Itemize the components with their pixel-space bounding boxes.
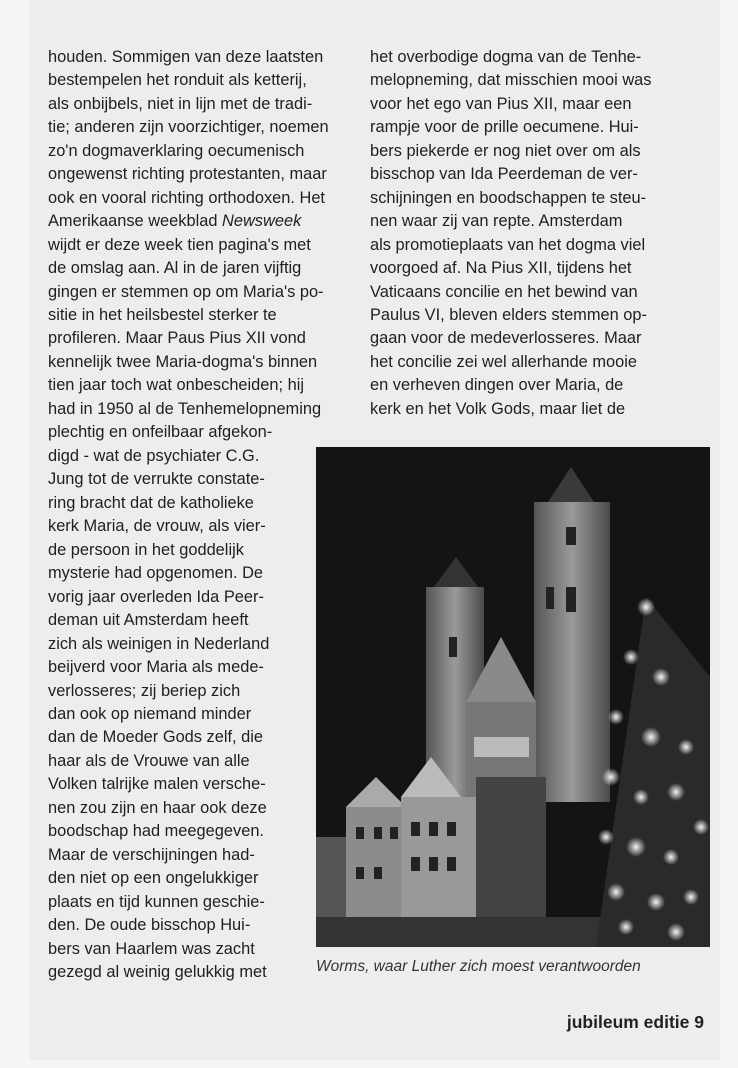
text-line: den niet op een ongelukkiger: [48, 869, 259, 888]
text-line: sitie in het heilsbestel sterker te: [48, 305, 277, 324]
text-line: Volken talrijke malen versche-: [48, 775, 266, 794]
text-line: bers van Haarlem was zacht: [48, 939, 255, 958]
text-line: zo'n dogmaverklaring oecumenisch: [48, 141, 305, 160]
text-line: gaan voor de medeverlosseres. Maar: [370, 329, 642, 348]
text-line: ook en vooral richting orthodoxen. Het: [48, 188, 325, 207]
text-line: rampje voor de prille oecumene. Hui-: [370, 118, 639, 137]
text-line: het overbodige dogma van de Tenhe-: [370, 48, 642, 66]
text-line: als promotieplaats van het dogma viel: [370, 235, 646, 254]
cathedral-night-image: [316, 447, 710, 947]
text-fragment: Amerikaanse weekblad: [48, 212, 223, 231]
text-line: bers piekerde er nog niet over om als: [370, 141, 641, 160]
text-line: melopneming, dat misschien mooi was: [370, 71, 652, 90]
text-line: tien jaar toch wat onbescheiden; hij: [48, 376, 305, 395]
text-line: Vaticaans concilie en het bewind van: [370, 282, 638, 301]
text-line: Jung tot de verrukte constate-: [48, 470, 265, 489]
text-line: voorgoed af. Na Pius XII, tijdens het: [370, 259, 632, 278]
text-line: verlosseres; zij beriep zich: [48, 681, 241, 700]
text-line: vorig jaar overleden Ida Peer-: [48, 587, 264, 606]
text-line: kerk Maria, de vrouw, als vier-: [48, 517, 266, 536]
text-line: gezegd al weinig gelukkig met: [48, 962, 267, 981]
text-line: kennelijk twee Maria-dogma's binnen: [48, 352, 318, 371]
text-line: mysterie had opgenomen. De: [48, 564, 264, 583]
text-line: Maar de verschijningen had-: [48, 845, 255, 864]
text-line: nen waar zij van repte. Amsterdam: [370, 212, 623, 231]
text-line: plechtig en onfeilbaar afgekon-: [48, 423, 273, 442]
left-column-top: [48, 46, 329, 445]
text-line: digd - wat de psychiater C.G.: [48, 447, 260, 465]
text-line: Paulus VI, bleven elders stemmen op-: [370, 305, 647, 324]
text-line: ongewenst richting protestanten, maar: [48, 165, 327, 184]
text-line: had in 1950 al de Tenhemelopneming: [48, 399, 322, 418]
text-line: bisschop van Ida Peerdeman de ver-: [370, 165, 638, 184]
page-folio: jubileum editie 9: [566, 1012, 704, 1032]
text-line: de persoon in het goddelijk: [48, 540, 244, 559]
text-line: nen zou zijn en haar ook deze: [48, 798, 267, 817]
text-line: dan de Moeder Gods zelf, die: [48, 728, 264, 747]
text-line: plaats en tijd kunnen geschie-: [48, 892, 265, 911]
text-line: deman uit Amsterdam heeft: [48, 611, 249, 630]
text-line: als onbijbels, niet in lijn met de tradi-: [48, 94, 313, 113]
right-column: [370, 46, 652, 421]
left-column-bottom: [48, 445, 269, 984]
text-line: beijverd voor Maria als mede-: [48, 658, 264, 677]
newsweek-title: Newsweek: [222, 212, 302, 231]
photo-worms-cathedral: [316, 447, 710, 947]
text-line: gingen er stemmen op om Maria's po-: [48, 282, 324, 301]
text-line: houden. Sommigen van deze laatsten: [48, 48, 324, 66]
text-line: tie; anderen zijn voorzichtiger, noemen: [48, 118, 329, 137]
text-line: haar als de Vrouwe van alle: [48, 751, 250, 770]
text-line: [48, 210, 329, 233]
text-line: en verheven dingen over Maria, de: [370, 376, 624, 395]
text-line: kerk en het Volk Gods, maar liet de: [370, 399, 626, 418]
text-line: schijningen en boodschappen te steu-: [370, 188, 647, 207]
text-line: profileren. Maar Paus Pius XII vond: [48, 329, 306, 348]
text-line: het concilie zei wel allerhande mooie: [370, 352, 637, 371]
text-line: boodschap had meegegeven.: [48, 822, 264, 841]
text-line: dan ook op niemand minder: [48, 704, 252, 723]
text-line: den. De oude bisschop Hui-: [48, 916, 251, 935]
text-line: de omslag aan. Al in de jaren vijftig: [48, 259, 302, 278]
text-line: ring bracht dat de katholieke: [48, 493, 254, 512]
photo-caption: Worms, waar Luther zich moest verantwoorden: [316, 958, 641, 975]
text-line: wijdt er deze week tien pagina's met: [48, 235, 311, 254]
text-line: bestempelen het ronduit als ketterij,: [48, 71, 307, 90]
text-line: zich als weinigen in Nederland: [48, 634, 270, 653]
text-line: voor het ego van Pius XII, maar een: [370, 94, 632, 113]
